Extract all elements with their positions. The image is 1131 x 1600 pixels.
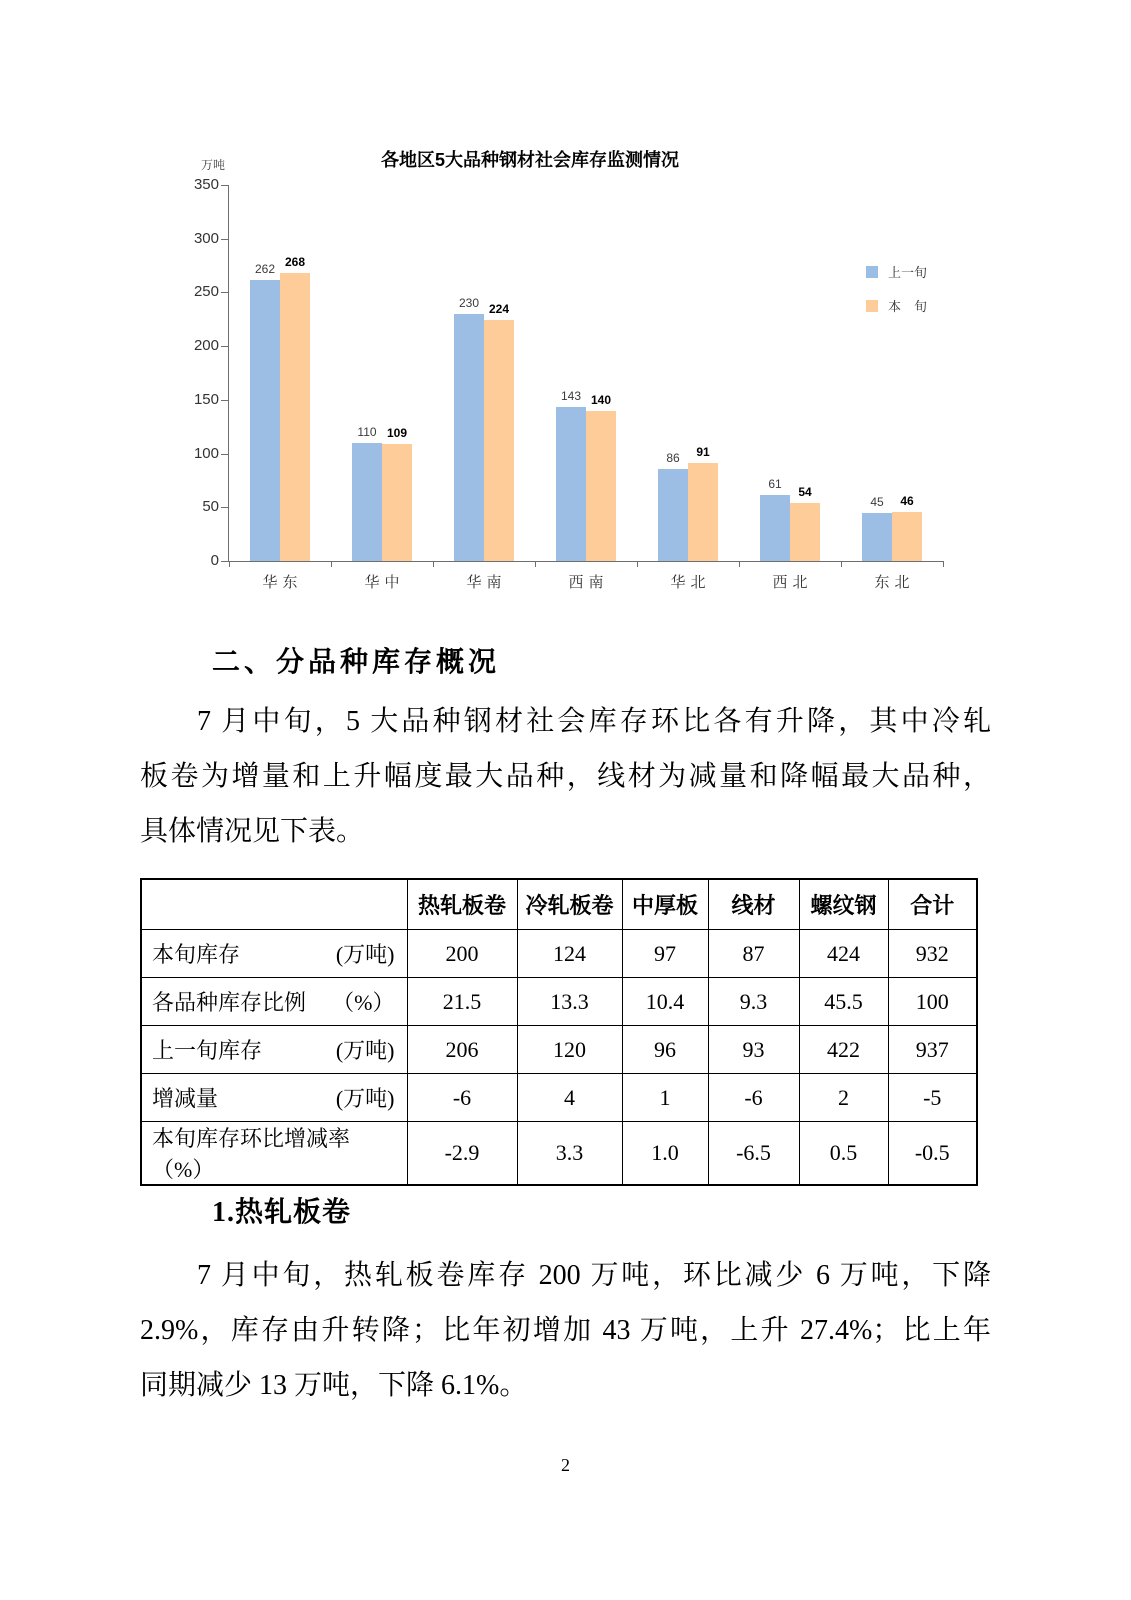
table-cell: 932 (888, 930, 977, 978)
bar-group (535, 185, 637, 591)
y-axis-unit-label: 万吨 (201, 158, 226, 172)
bar-group (739, 185, 841, 591)
table-cell: 9.3 (708, 978, 799, 1026)
bar-value-label: 268 (284, 255, 306, 270)
x-axis-category-label: 西南 (568, 574, 609, 591)
row-unit: (万吨) (335, 942, 395, 967)
y-axis-tick-mark (221, 507, 229, 508)
legend-swatch (866, 266, 878, 278)
y-axis-tick-mark (221, 454, 229, 455)
bar-value-label: 54 (798, 485, 812, 499)
row-label: 各品种库存比例 (152, 990, 307, 1015)
plot-area (193, 176, 943, 591)
table-cell: 120 (517, 1026, 622, 1074)
chart-title: 各地区5大品种钢材社会库存监测情况 (380, 150, 679, 170)
x-axis-tick-mark (535, 561, 536, 567)
table-cell: 10.4 (622, 978, 708, 1026)
x-axis-tick-mark (739, 561, 740, 567)
page-number: 2 (561, 1455, 570, 1475)
previous-period-bar (760, 495, 790, 561)
x-axis-tick-mark (841, 561, 842, 567)
table-cell: 1 (622, 1074, 708, 1122)
table-cell: -6 (407, 1074, 517, 1122)
x-axis-category-label: 东北 (874, 574, 915, 591)
table-header-cell: 螺纹钢 (799, 879, 888, 930)
row-label: 上一旬库存 (152, 1038, 263, 1063)
bar-value-label: 262 (254, 261, 276, 276)
table-cell: 4 (517, 1074, 622, 1122)
subsection-heading: 1.热轧板卷 (212, 1197, 352, 1228)
table-row (141, 1074, 977, 1122)
bar-value-label: 86 (666, 450, 680, 465)
current-period-bar (586, 411, 616, 561)
table-row (141, 978, 977, 1026)
bar-value-label: 230 (458, 295, 480, 310)
paragraph-line: 7 月中旬，热轧板卷库存 200 万吨，环比减少 6 万吨，下降 (197, 1260, 991, 1291)
row-label-cell (141, 930, 407, 978)
chart-legend (866, 262, 927, 330)
y-axis-tick-label: 350 (193, 176, 219, 193)
table-row (141, 1122, 977, 1186)
row-label-cell (141, 1122, 407, 1186)
inventory-table-wrapper (140, 878, 978, 1186)
previous-period-bar (454, 314, 484, 561)
inventory-table (140, 878, 978, 1186)
bar-value-label: 110 (357, 424, 377, 439)
paragraph-line: 板卷为增量和上升幅度最大品种，线材为减量和降幅最大品种， (140, 761, 991, 792)
paragraph (140, 694, 991, 859)
row-unit: (万吨) (335, 1038, 395, 1063)
legend-label: 本 旬 (888, 299, 928, 314)
table-header-cell (141, 879, 407, 930)
legend-item (866, 296, 927, 315)
bar-value-label: 61 (768, 477, 782, 492)
current-period-bar (790, 503, 820, 561)
table-header-cell: 热轧板卷 (407, 879, 517, 930)
table-cell: 45.5 (799, 978, 888, 1026)
paragraph-line: 2.9%，库存由升转降；比年初增加 43 万吨，上升 27.4%；比上年 (140, 1315, 991, 1346)
current-period-bar (688, 463, 718, 561)
y-axis-tick-label: 150 (193, 390, 219, 408)
bar-group (433, 185, 535, 591)
table-cell: 200 (407, 930, 517, 978)
legend-label: 上一旬 (888, 265, 928, 280)
table-cell: 13.3 (517, 978, 622, 1026)
x-axis-tick-mark (331, 561, 332, 567)
x-axis-tick-mark (943, 561, 944, 567)
table-cell: -6 (708, 1074, 799, 1122)
paragraph (140, 1248, 991, 1413)
table-cell: 2 (799, 1074, 888, 1122)
paragraph-line: 具体情况见下表。 (140, 816, 365, 847)
table-header-cell: 合计 (888, 879, 977, 930)
row-label: 本旬库存环比增减率（%） (152, 1126, 351, 1182)
table-cell: 96 (622, 1026, 708, 1074)
table-cell: -2.9 (407, 1122, 517, 1186)
table-header-cell: 冷轧板卷 (517, 879, 622, 930)
row-label-wrap (142, 1122, 407, 1184)
y-axis-tick-label: 0 (210, 552, 219, 569)
row-unit: (万吨) (335, 1086, 395, 1111)
table-cell: 1.0 (622, 1122, 708, 1186)
x-axis-category-label: 华中 (364, 574, 405, 591)
legend-item (866, 262, 927, 281)
bar-value-label: 45 (870, 494, 884, 509)
current-period-bar (280, 273, 310, 561)
x-axis-category-label: 西北 (772, 574, 813, 591)
y-axis-tick-label: 100 (193, 444, 219, 462)
row-label-wrap (142, 1034, 407, 1065)
row-label-cell (141, 1074, 407, 1122)
previous-period-bar (250, 280, 280, 561)
x-axis-category-label: 华南 (466, 574, 507, 591)
y-axis-tick-label: 300 (193, 229, 219, 247)
bar-group (331, 185, 433, 591)
table-cell: 100 (888, 978, 977, 1026)
y-axis-tick-mark (221, 346, 229, 347)
bar-value-label: 46 (900, 493, 914, 508)
table-cell: -5 (888, 1074, 977, 1122)
table-cell: 87 (708, 930, 799, 978)
bar-value-label: 143 (560, 389, 582, 404)
bar-value-label: 109 (386, 425, 408, 440)
table-cell: 424 (799, 930, 888, 978)
table-cell: 422 (799, 1026, 888, 1074)
row-label-wrap (142, 938, 407, 969)
table-cell: 93 (708, 1026, 799, 1074)
y-axis-tick-mark (221, 400, 229, 401)
table-cell: 206 (407, 1026, 517, 1074)
bar-value-label: 224 (488, 302, 510, 317)
inventory-chart (0, 140, 1131, 620)
current-period-bar (892, 512, 922, 561)
row-unit: （%） (332, 990, 395, 1015)
y-axis-tick-mark (221, 185, 229, 186)
table-row (141, 1026, 977, 1074)
table-cell: 21.5 (407, 978, 517, 1026)
table-cell: 0.5 (799, 1122, 888, 1186)
row-label-cell (141, 978, 407, 1026)
x-axis-category-label: 华东 (262, 574, 303, 591)
y-axis-tick-mark (221, 239, 229, 240)
table-cell: 937 (888, 1026, 977, 1074)
paragraph-line: 7 月中旬，5 大品种钢材社会库存环比各有升降，其中冷轧 (197, 706, 991, 737)
x-axis-tick-mark (433, 561, 434, 567)
row-label: 本旬库存 (152, 942, 241, 967)
bar-value-label: 140 (590, 392, 612, 407)
y-axis-tick-label: 250 (193, 283, 219, 301)
table-row (141, 930, 977, 978)
current-period-bar (484, 320, 514, 561)
x-axis-category-label: 华北 (670, 574, 711, 591)
previous-period-bar (862, 513, 892, 561)
row-label: 增减量 (152, 1086, 219, 1111)
x-axis-tick-mark (229, 561, 230, 567)
bar-group (841, 185, 943, 591)
previous-period-bar (352, 443, 382, 561)
previous-period-bar (556, 407, 586, 561)
y-axis-tick-mark (221, 561, 229, 562)
current-period-bar (382, 444, 412, 561)
table-cell: -0.5 (888, 1122, 977, 1186)
table-cell: 124 (517, 930, 622, 978)
x-axis-tick-mark (637, 561, 638, 567)
table-header-row (141, 879, 977, 930)
table-cell: -6.5 (708, 1122, 799, 1186)
row-label-wrap (142, 986, 407, 1017)
section-heading: 二、分品种库存概况 (212, 647, 501, 678)
y-axis-tick-mark (221, 292, 229, 293)
y-axis-tick-label: 200 (193, 337, 219, 355)
previous-period-bar (658, 469, 688, 561)
table-cell: 3.3 (517, 1122, 622, 1186)
row-label-cell (141, 1026, 407, 1074)
paragraph-line: 同期减少 13 万吨，下降 6.1%。 (140, 1370, 528, 1401)
table-cell: 97 (622, 930, 708, 978)
bar-group (637, 185, 739, 591)
table-header-cell: 线材 (708, 879, 799, 930)
row-label-wrap (142, 1082, 407, 1113)
table-header-cell: 中厚板 (622, 879, 708, 930)
bar-group (229, 185, 331, 591)
y-axis-tick-label: 50 (202, 498, 219, 516)
legend-swatch (866, 300, 878, 312)
bar-value-label: 91 (696, 445, 710, 460)
